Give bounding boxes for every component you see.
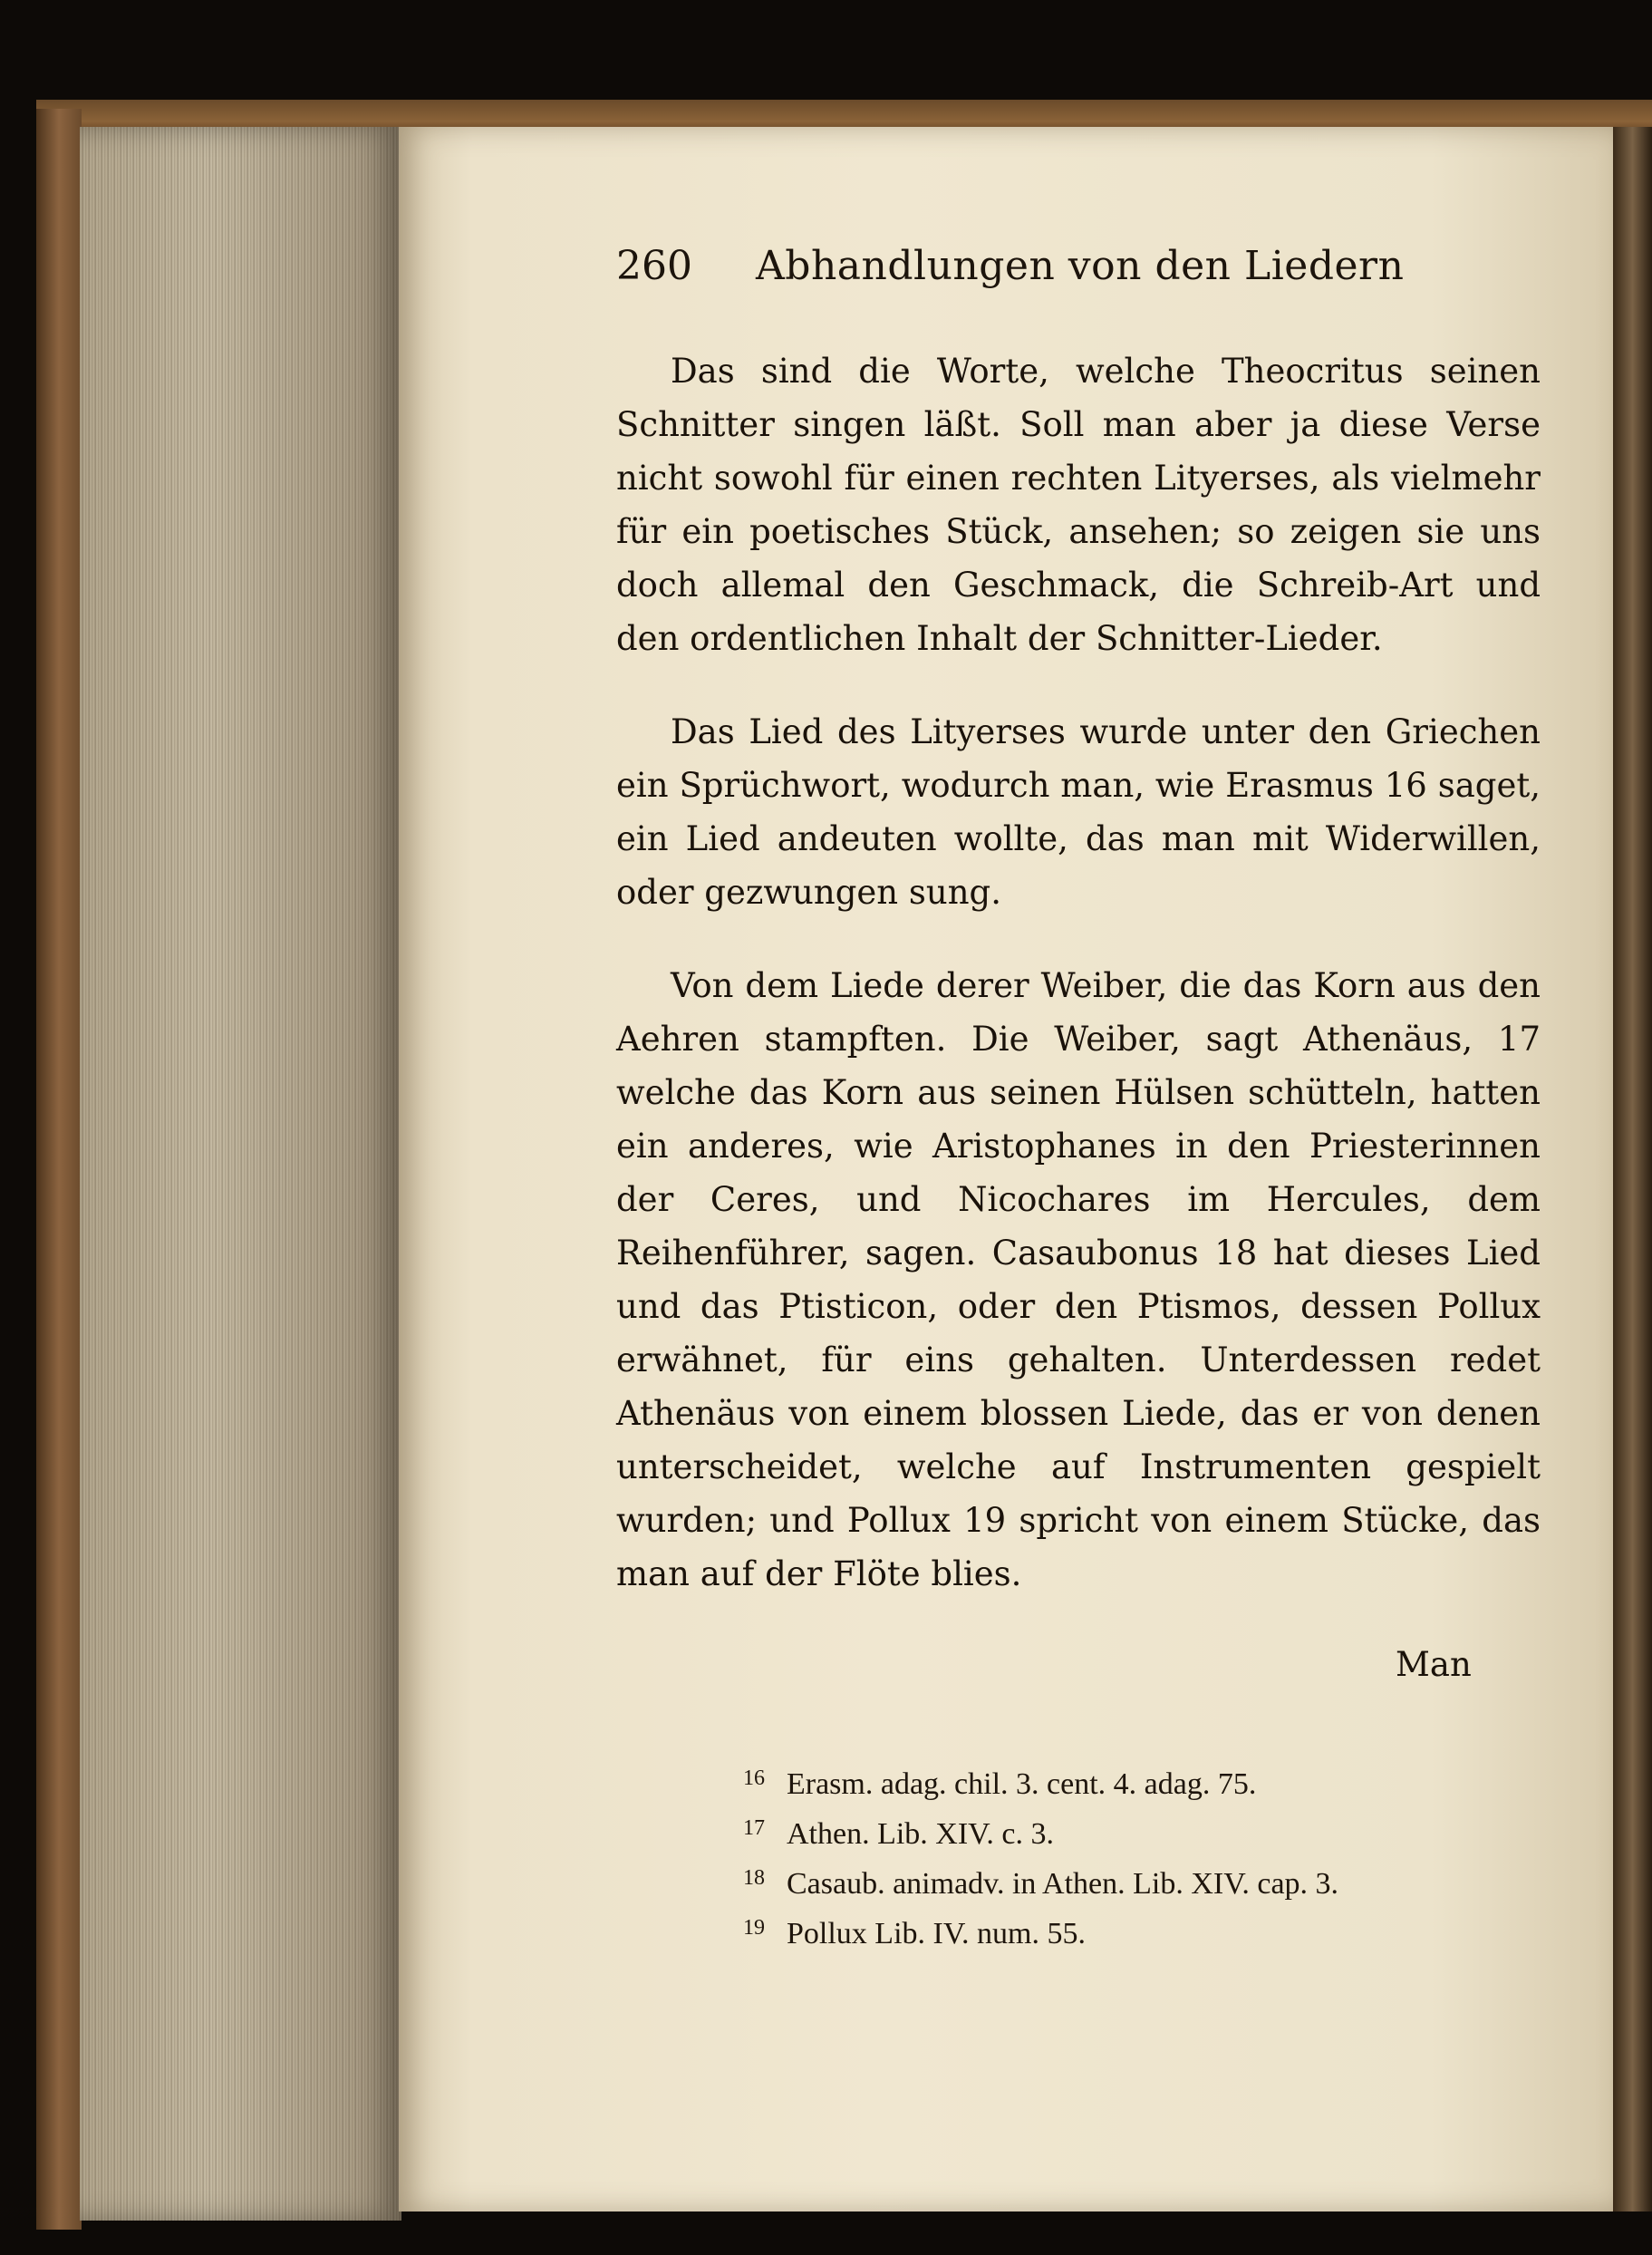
page-number: 260 — [616, 243, 692, 289]
catchword: Man — [1396, 1645, 1472, 1684]
footnote-text: Athen. Lib. XIV. c. 3. — [787, 1817, 1054, 1851]
footnote — [743, 1856, 1486, 1906]
footnote-text: Pollux Lib. IV. num. 55. — [787, 1917, 1086, 1950]
paragraph: Das Lied des Lityerses wurde unter den Griechen ein Sprüchwort, wodurch man, wie Erasmus 16 saget, ein Lied andeuten wollte, das man mit Widerwillen, oder gezwungen sung. — [616, 712, 1541, 912]
footnote-number: 16 — [743, 1766, 765, 1790]
paragraph: Das sind die Worte, welche Theocritus seinen Schnitter singen läßt. Soll man aber ja diese Verse nicht sowohl für einen rechten Lityerses, als vielmehr für ein poetisches Stück, ansehen; so zeigen sie uns doch allemal den Geschmack, die Schreib-Art und den ordentlichen Inhalt der Schnitter-Lieder. — [616, 352, 1541, 658]
footnote-number: 19 — [743, 1916, 765, 1940]
footnote — [743, 1757, 1486, 1806]
footnote-number: 17 — [743, 1816, 765, 1840]
footnote — [743, 1806, 1486, 1856]
body-text — [616, 344, 1541, 1640]
footnote — [743, 1906, 1486, 1956]
book-spine-cover — [36, 109, 82, 2230]
footnote-text: Casaub. animadv. in Athen. Lib. XIV. cap. 3. — [787, 1867, 1339, 1901]
paragraph: Von dem Liede derer Weiber, die das Korn aus den Aehren stampften. Die Weiber, sagt Athenäus, 17 welche das Korn aus seinen Hülsen schütteln, hatten ein anderes, wie Aristophanes in den Priesterinnen der Ceres, und Nicochares im Hercules, dem Reihenführer, sagen. Casaubonus 18 hat dieses Lied und das Ptisticon, oder den Ptismos, dessen Pollux erwähnet, für eins gehalten. Unterdessen redet Athenäus von einem blossen Liede, das er von denen unterscheidet, welche auf Instrumenten gespielt wurden; und Pollux 19 spricht von einem Stücke, das man auf der Flöte blies. — [616, 966, 1541, 1593]
footnotes — [743, 1757, 1486, 1956]
running-title: Abhandlungen von den Liedern — [756, 243, 1405, 289]
footnote-number: 18 — [743, 1866, 765, 1890]
page-header — [616, 243, 1405, 289]
facing-page-edge — [1613, 127, 1652, 2211]
footnote-text: Erasm. adag. chil. 3. cent. 4. adag. 75. — [787, 1767, 1257, 1801]
